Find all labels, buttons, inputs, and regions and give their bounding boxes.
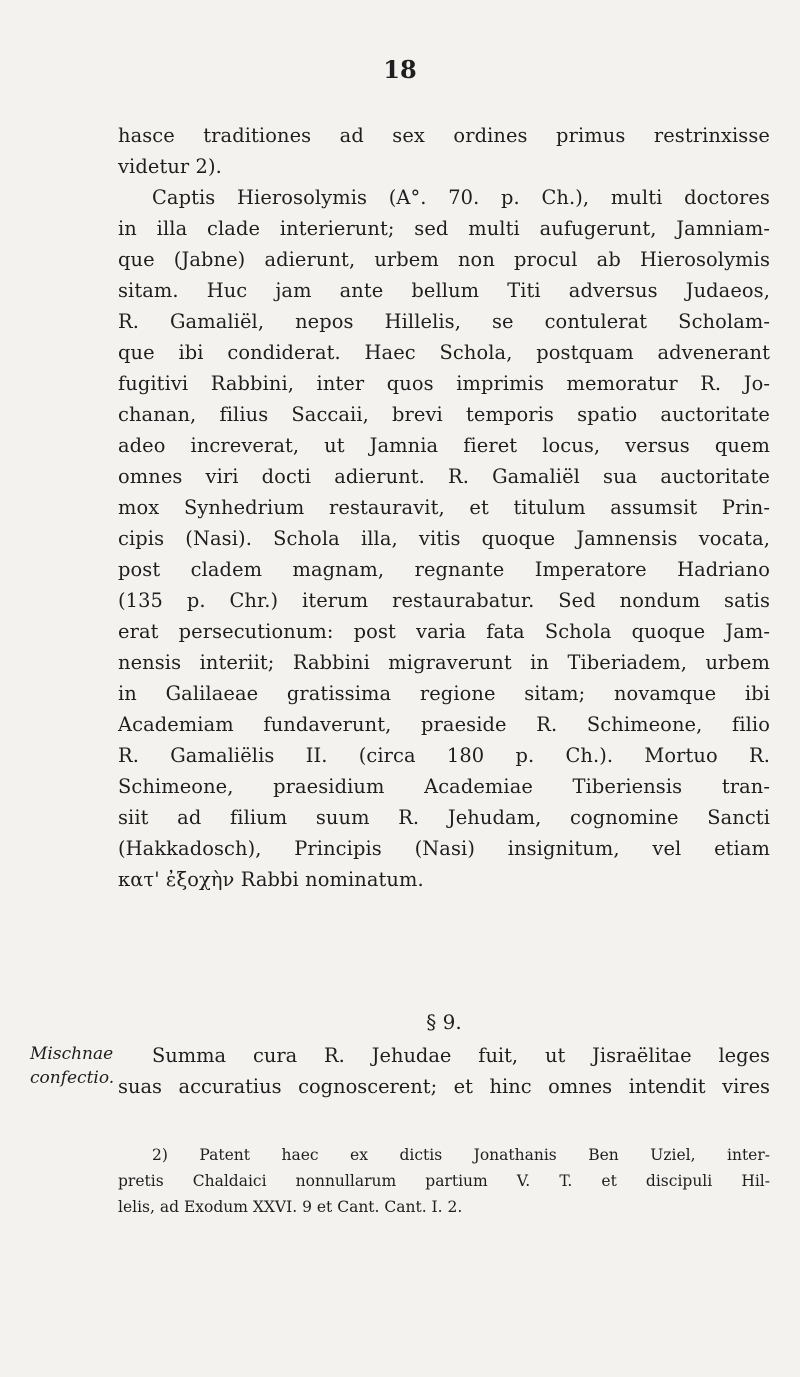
text-line: suas accuratius cognoscerent; et hinc omnes intendit vires	[118, 1075, 770, 1098]
text-line: adeo increverat, ut Jamnia fieret locus, versus quem	[118, 434, 770, 457]
text-line: hasce traditiones ad sex ordines primus restrinxisse	[118, 124, 770, 147]
text-line: post cladem magnam, regnante Imperatore Hadriano	[118, 558, 770, 581]
text-line: in Galilaeae gratissima regione sitam; novamque ibi	[118, 682, 770, 705]
footnote-line: 2) Patent haec ex dictis Jonathanis Ben Uziel, inter-	[152, 1146, 770, 1164]
text-line: κατ' ἐξοχὴν Rabbi nominatum.	[118, 868, 424, 891]
page-number: 18	[383, 55, 417, 84]
section-text	[118, 1040, 770, 1102]
text-line: sitam. Huc jam ante bellum Titi adversus Judaeos,	[118, 279, 770, 302]
text-line: omnes viri docti adierunt. R. Gamaliël sua auctoritate	[118, 465, 770, 488]
text-line: erat persecutionum: post varia fata Schola quoque Jam-	[118, 620, 770, 643]
text-line: (135 p. Chr.) iterum restaurabatur. Sed nondum satis	[118, 589, 770, 612]
text-line: in illa clade interierunt; sed multi aufugerunt, Jamniam-	[118, 217, 770, 240]
paragraph-1	[118, 120, 770, 182]
text-line: videtur 2).	[118, 155, 222, 178]
text-line: chanan, filius Saccaii, brevi temporis spatio auctoritate	[118, 403, 770, 426]
text-line: siit ad filium suum R. Jehudam, cognomine Sancti	[118, 806, 770, 829]
footnote-line: lelis, ad Exodum XXVI. 9 et Cant. Cant. I. 2.	[118, 1198, 463, 1216]
text-line: Schimeone, praesidium Academiae Tiberiensis tran-	[118, 775, 770, 798]
section-heading: § 9.	[426, 1010, 462, 1034]
text-line: que ibi condiderat. Haec Schola, postquam advenerant	[118, 341, 770, 364]
text-line: nensis interiit; Rabbini migraverunt in Tiberiadem, urbem	[118, 651, 770, 674]
text-line: que (Jabne) adierunt, urbem non procul ab Hierosolymis	[118, 248, 770, 271]
paragraph-2	[118, 182, 770, 895]
main-text	[118, 120, 770, 895]
text-line: Academiam fundaverunt, praeside R. Schimeone, filio	[118, 713, 770, 736]
footnote	[118, 1142, 770, 1220]
text-line: Summa cura R. Jehudae fuit, ut Jisraëlitae leges	[152, 1044, 770, 1067]
text-line: cipis (Nasi). Schola illa, vitis quoque Jamnensis vocata,	[118, 527, 770, 550]
text-line: Captis Hierosolymis (A°. 70. p. Ch.), multi doctores	[152, 186, 770, 209]
text-line: fugitivi Rabbini, inter quos imprimis memoratur R. Jo-	[118, 372, 770, 395]
footnote-line: pretis Chaldaici nonnullarum partium V. T. et discipuli Hil-	[118, 1172, 770, 1190]
text-line: (Hakkadosch), Principis (Nasi) insignitum, vel etiam	[118, 837, 770, 860]
text-line: R. Gamaliëlis II. (circa 180 p. Ch.). Mortuo R.	[118, 744, 770, 767]
text-line: R. Gamaliël, nepos Hillelis, se contulerat Scholam-	[118, 310, 770, 333]
text-line: mox Synhedrium restauravit, et titulum assumsit Prin-	[118, 496, 770, 519]
margin-note: Mischnae confectio.	[30, 1044, 115, 1088]
